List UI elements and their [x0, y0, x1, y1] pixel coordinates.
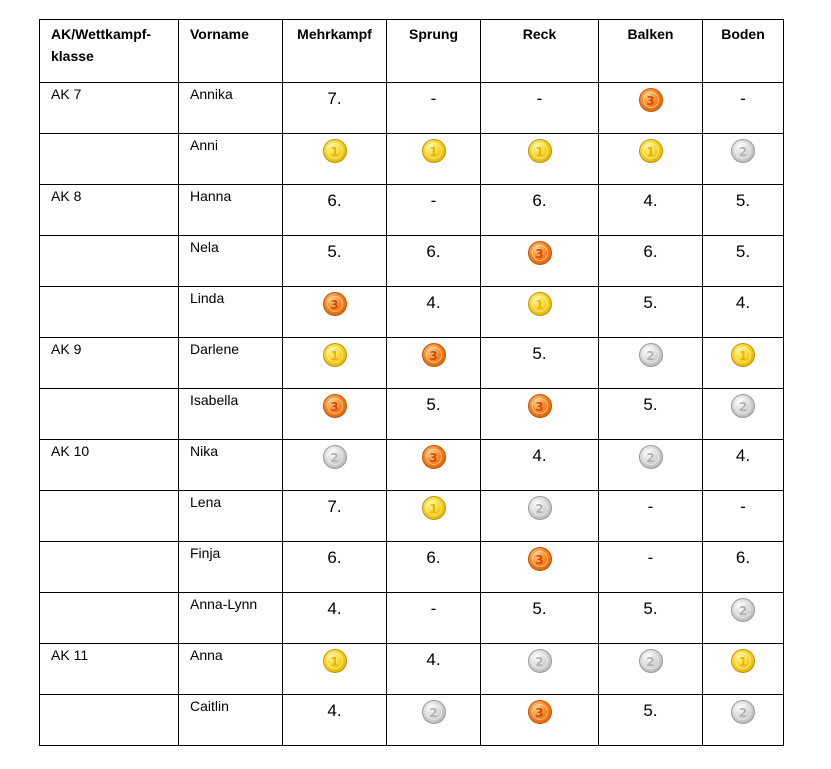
- vorname-cell: Linda: [179, 287, 283, 338]
- reck-cell: [481, 338, 599, 389]
- boden-cell: [703, 695, 784, 746]
- mehrkampf-cell: [283, 695, 387, 746]
- vorname-cell: Isabella: [179, 389, 283, 440]
- mehrkampf-cell: [283, 542, 387, 593]
- reck-cell: [481, 83, 599, 134]
- boden-cell: [703, 236, 784, 287]
- mehrkampf-cell: [283, 491, 387, 542]
- sprung-cell: [387, 287, 481, 338]
- ak-cell: [40, 491, 179, 542]
- placement-text: 5.: [643, 701, 658, 720]
- header-vorname: Vorname: [179, 20, 283, 83]
- vorname-cell: Finja: [179, 542, 283, 593]
- balken-cell: [599, 542, 703, 593]
- placement-text: -: [430, 89, 437, 108]
- placement-text: -: [430, 599, 437, 618]
- ak-cell: [40, 236, 179, 287]
- placement-text: 6.: [735, 548, 751, 567]
- bronze-medal-icon: 3: [422, 343, 446, 367]
- placement-text: 5.: [735, 242, 751, 261]
- vorname-cell: Annika: [179, 83, 283, 134]
- placement-text: 5.: [327, 242, 342, 261]
- header-row: [40, 20, 784, 83]
- table-row: [40, 134, 784, 185]
- silver-medal-icon: 2: [639, 649, 663, 673]
- boden-cell: [703, 287, 784, 338]
- balken-cell: [599, 287, 703, 338]
- placement-text: 4.: [426, 293, 441, 312]
- table-row: [40, 83, 784, 134]
- results-table: [39, 19, 784, 746]
- table-row: [40, 440, 784, 491]
- silver-medal-icon: 2: [528, 649, 552, 673]
- reck-cell: [481, 236, 599, 287]
- bronze-medal-icon: 3: [528, 394, 552, 418]
- sprung-cell: [387, 440, 481, 491]
- placement-text: 5.: [426, 395, 441, 414]
- bronze-medal-icon: 3: [323, 292, 347, 316]
- boden-cell: [703, 389, 784, 440]
- sprung-cell: [387, 134, 481, 185]
- sprung-cell: [387, 644, 481, 695]
- mehrkampf-cell: [283, 185, 387, 236]
- silver-medal-icon: 2: [639, 343, 663, 367]
- mehrkampf-cell: [283, 236, 387, 287]
- balken-cell: [599, 338, 703, 389]
- ak-cell: [40, 542, 179, 593]
- table-row: [40, 236, 784, 287]
- bronze-medal-icon: 3: [323, 394, 347, 418]
- gold-medal-icon: 1: [731, 649, 755, 673]
- gold-medal-icon: 1: [639, 139, 663, 163]
- bronze-medal-icon: 3: [528, 547, 552, 571]
- vorname-cell: Nela: [179, 236, 283, 287]
- sprung-cell: [387, 389, 481, 440]
- reck-cell: [481, 185, 599, 236]
- balken-cell: [599, 134, 703, 185]
- silver-medal-icon: 2: [528, 496, 552, 520]
- reck-cell: [481, 440, 599, 491]
- mehrkampf-cell: [283, 338, 387, 389]
- placement-text: 4.: [426, 650, 441, 669]
- bronze-medal-icon: 3: [528, 700, 552, 724]
- reck-cell: [481, 644, 599, 695]
- reck-cell: [481, 695, 599, 746]
- placement-text: 5.: [643, 293, 658, 312]
- vorname-cell: Anna-Lynn: [179, 593, 283, 644]
- balken-cell: [599, 491, 703, 542]
- vorname-cell: Nika: [179, 440, 283, 491]
- ak-cell: AK 7: [40, 83, 179, 134]
- placement-text: 4.: [735, 446, 751, 465]
- gold-medal-icon: 1: [323, 139, 347, 163]
- placement-text: 4.: [643, 191, 658, 210]
- boden-cell: [703, 644, 784, 695]
- gold-medal-icon: 1: [323, 343, 347, 367]
- header-balken: Balken: [599, 20, 703, 83]
- placement-text: 6.: [643, 242, 658, 261]
- sprung-cell: [387, 491, 481, 542]
- boden-cell: [703, 491, 784, 542]
- balken-cell: [599, 440, 703, 491]
- table-row: [40, 695, 784, 746]
- placement-text: 6.: [426, 548, 441, 567]
- reck-cell: [481, 287, 599, 338]
- sprung-cell: [387, 338, 481, 389]
- ak-cell: AK 9: [40, 338, 179, 389]
- vorname-cell: Darlene: [179, 338, 283, 389]
- placement-text: -: [740, 89, 746, 108]
- placement-text: 5.: [643, 395, 658, 414]
- reck-cell: [481, 542, 599, 593]
- vorname-cell: Anna: [179, 644, 283, 695]
- placement-text: 6.: [327, 548, 342, 567]
- table-row: [40, 185, 784, 236]
- placement-text: 5.: [532, 344, 547, 363]
- placement-text: 4.: [735, 293, 751, 312]
- reck-cell: [481, 389, 599, 440]
- mehrkampf-cell: [283, 287, 387, 338]
- bronze-medal-icon: 3: [422, 445, 446, 469]
- gold-medal-icon: 1: [528, 292, 552, 316]
- sprung-cell: [387, 236, 481, 287]
- mehrkampf-cell: [283, 593, 387, 644]
- header-boden: Boden: [703, 20, 784, 83]
- placement-text: 7.: [327, 497, 342, 516]
- balken-cell: [599, 593, 703, 644]
- silver-medal-icon: 2: [731, 700, 755, 724]
- placement-text: 4.: [327, 599, 342, 618]
- table-row: [40, 338, 784, 389]
- balken-cell: [599, 389, 703, 440]
- results-body: [40, 83, 784, 746]
- placement-text: 4.: [532, 446, 547, 465]
- sprung-cell: [387, 185, 481, 236]
- gold-medal-icon: 1: [422, 496, 446, 520]
- boden-cell: [703, 83, 784, 134]
- reck-cell: [481, 593, 599, 644]
- placement-text: -: [430, 191, 437, 210]
- mehrkampf-cell: [283, 644, 387, 695]
- placement-text: 5.: [643, 599, 658, 618]
- mehrkampf-cell: [283, 389, 387, 440]
- sprung-cell: [387, 83, 481, 134]
- placement-text: -: [647, 497, 654, 516]
- boden-cell: [703, 593, 784, 644]
- balken-cell: [599, 644, 703, 695]
- silver-medal-icon: 2: [422, 700, 446, 724]
- ak-cell: [40, 593, 179, 644]
- mehrkampf-cell: [283, 83, 387, 134]
- placement-text: 6.: [327, 191, 342, 210]
- silver-medal-icon: 2: [731, 598, 755, 622]
- boden-cell: [703, 185, 784, 236]
- vorname-cell: Caitlin: [179, 695, 283, 746]
- placement-text: 5.: [532, 599, 547, 618]
- sprung-cell: [387, 593, 481, 644]
- bronze-medal-icon: 3: [528, 241, 552, 265]
- ak-cell: AK 11: [40, 644, 179, 695]
- gold-medal-icon: 1: [731, 343, 755, 367]
- placement-text: 6.: [426, 242, 441, 261]
- placement-text: 6.: [532, 191, 547, 210]
- placement-text: 7.: [327, 89, 342, 108]
- table-row: [40, 389, 784, 440]
- silver-medal-icon: 2: [639, 445, 663, 469]
- header-mehrkampf: Mehrkampf: [283, 20, 387, 83]
- table-row: [40, 644, 784, 695]
- header-reck: Reck: [481, 20, 599, 83]
- sprung-cell: [387, 695, 481, 746]
- vorname-cell: Anni: [179, 134, 283, 185]
- gold-medal-icon: 1: [323, 649, 347, 673]
- silver-medal-icon: 2: [731, 139, 755, 163]
- silver-medal-icon: 2: [731, 394, 755, 418]
- bronze-medal-icon: 3: [639, 88, 663, 112]
- ak-cell: [40, 287, 179, 338]
- boden-cell: [703, 338, 784, 389]
- header-ak: AK/Wettkampf-klasse: [40, 20, 179, 83]
- balken-cell: [599, 695, 703, 746]
- placement-text: -: [647, 548, 654, 567]
- table-row: [40, 491, 784, 542]
- header-sprung: Sprung: [387, 20, 481, 83]
- mehrkampf-cell: [283, 440, 387, 491]
- ak-cell: AK 10: [40, 440, 179, 491]
- reck-cell: [481, 134, 599, 185]
- placement-text: 5.: [735, 191, 751, 210]
- table-row: [40, 542, 784, 593]
- balken-cell: [599, 83, 703, 134]
- boden-cell: [703, 134, 784, 185]
- vorname-cell: Lena: [179, 491, 283, 542]
- placement-text: -: [536, 89, 543, 108]
- ak-cell: [40, 134, 179, 185]
- silver-medal-icon: 2: [323, 445, 347, 469]
- vorname-cell: Hanna: [179, 185, 283, 236]
- reck-cell: [481, 491, 599, 542]
- boden-cell: [703, 440, 784, 491]
- table-row: [40, 287, 784, 338]
- gold-medal-icon: 1: [422, 139, 446, 163]
- sprung-cell: [387, 542, 481, 593]
- placement-text: 4.: [327, 701, 342, 720]
- boden-cell: [703, 542, 784, 593]
- placement-text: -: [740, 497, 746, 516]
- ak-cell: [40, 695, 179, 746]
- balken-cell: [599, 185, 703, 236]
- ak-cell: AK 8: [40, 185, 179, 236]
- ak-cell: [40, 389, 179, 440]
- balken-cell: [599, 236, 703, 287]
- mehrkampf-cell: [283, 134, 387, 185]
- gold-medal-icon: 1: [528, 139, 552, 163]
- table-row: [40, 593, 784, 644]
